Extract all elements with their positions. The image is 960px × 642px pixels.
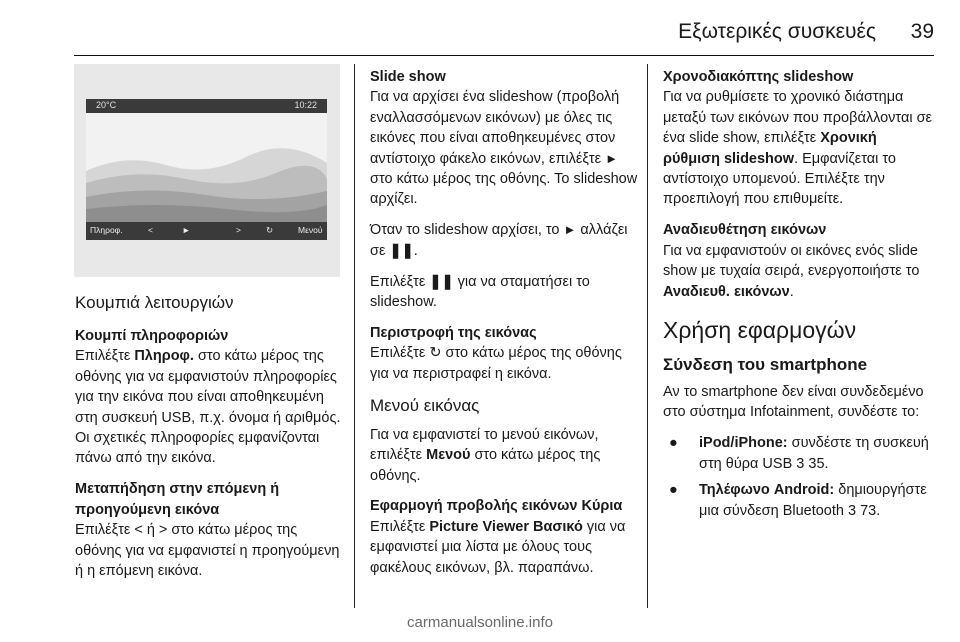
column-2 [370,67,638,589]
play-icon: ► [605,150,618,166]
section-title-function-buttons: Κουμπιά λειτουργιών [75,293,234,312]
play-icon: ► [563,222,577,238]
list-item-ipod: ● iPod/iPhone: συνδέστε τη συσκευή στη θύρα USB 3 35. [663,433,935,474]
pause-icon: ❚❚ [389,242,414,259]
watermark: carmanualsonline.info [407,614,553,631]
column-3 [663,67,935,527]
paragraph-rotate: Επιλέξτε ↻ στο κάτω μέρος της οθόνης για να περιστραφεί η εικόνα. [370,345,622,382]
page-reference: 3 73. [848,502,881,519]
screen-illustration [74,64,340,277]
paragraph-slideshow-3: Επιλέξτε ❚❚ για να σταματήσει το slideshow. [370,273,590,311]
play-button[interactable]: ► [182,225,191,235]
heading-rotate: Περιστροφή της εικόνας [370,324,537,341]
prev-button[interactable]: < [148,225,153,235]
paragraph-slideshow-1: Για να αρχίσει ένα slideshow (προβολή εναλλασσόμενων εικόνων) με όλες τις εικόνες που είναι αποθηκευμένες στον αντίστοιχο φάκελο εικόνων, επιλέξτε ► στο κάτω μέρος της οθόνης. Το slideshow αρχίζει. [370,89,638,208]
section-title-picture-menu: Μενού εικόνας [370,395,480,415]
next-button[interactable]: > [236,225,241,235]
paragraph-shuffle: Για να εμφανιστούν οι εικόνες ενός slide show με τυχαία σειρά, ενεργοποιήστε το Αναδιευθ. εικόνων. [663,242,920,300]
section-title-using-apps: Χρήση εφαρμογών [663,316,857,343]
page-reference: 3 35. [796,455,829,472]
heading-slideshow: Slide show [370,69,446,85]
menu-button[interactable]: Μενού [298,225,323,235]
display-screen [86,99,327,240]
column-1 [75,292,345,592]
pause-icon: ❚❚ [429,273,454,290]
paragraph-timer: Για να ρυθμίσετε το χρονικό διάστημα μεταξύ των εικόνων που προβάλλονται σε ένα slide show, επιλέξτε Χρονική ρύθμιση slideshow. Εμφανίζεται το αντίστοιχο υπομενού. Επιλέξτε την προεπιλογή που επιθυμείτε. [663,89,932,208]
bullet-icon: ● [669,435,678,452]
column-divider-2 [647,64,648,608]
heading-connect-smartphone: Σύνδεση του smartphone [663,354,868,374]
rotate-button[interactable]: ↻ [266,225,274,235]
paragraph-next-prev: Επιλέξτε < ή > στο κάτω μέρος της οθόνης για να εμφανιστεί η προηγούμενη ή η επόμενη εικόνα. [75,522,340,579]
info-button[interactable]: Πληροφ. [90,225,123,235]
paragraph-slideshow-2: Όταν το slideshow αρχίσει, το ► αλλάζει σε ❚❚. [370,222,628,259]
chevron-right-icon: > [158,522,168,539]
heading-viewer-app: Εφαρμογή προβολής εικόνων Κύρια [370,498,623,515]
picture-area [86,113,327,222]
bullet-icon: ● [669,482,678,499]
header-title: Εξωτερικές συσκευές [678,20,876,43]
paragraph-connect: Αν το smartphone δεν είναι συνδεδεμένο στο σύστημα Infotainment, συνδέστε το: [663,383,924,421]
status-bar [86,99,327,113]
column-divider-1 [354,64,355,608]
control-bar [86,222,327,240]
list-item-android: ● Τηλέφωνο Android: δημιουργήστε μια σύνδεση Bluetooth 3 73. [663,480,935,521]
chevron-left-icon: < [134,522,143,539]
page-number: 39 [910,20,934,43]
header-rule [74,55,934,56]
temperature: 20°C [96,100,117,110]
paragraph-viewer-app: Επιλέξτε Picture Viewer Βασικό για να εμφανιστεί μια λίστα με όλους τους φακέλους εικόνων, βλ. παραπάνω. [370,518,626,576]
rotate-icon: ↻ [429,345,442,362]
clock: 10:22 [294,100,317,110]
heading-shuffle: Αναδιευθέτηση εικόνων [663,222,827,239]
landscape-image [86,113,327,222]
heading-slideshow-timer: Χρονοδιακόπτης slideshow [663,69,854,85]
heading-info-button: Κουμπί πληροφοριών [75,328,229,344]
heading-next-prev: Μεταπήδηση στην επόμενη ή προηγούμενη εικόνα [75,481,280,518]
paragraph-info: Επιλέξτε Πληροφ. στο κάτω μέρος της οθόνης για να εμφανιστούν πληροφορίες για την εικόνα που είναι αποθηκευμένη στη συσκευή USB, π.χ. όνομα ή αριθμός. Οι σχετικές πληροφορίες εμφανίζονται πάνω από την εικόνα. [75,348,341,467]
paragraph-menu: Για να εμφανιστεί το μενού εικόνων, επιλέξτε Μενού στο κάτω μέρος της οθόνης. [370,426,601,484]
